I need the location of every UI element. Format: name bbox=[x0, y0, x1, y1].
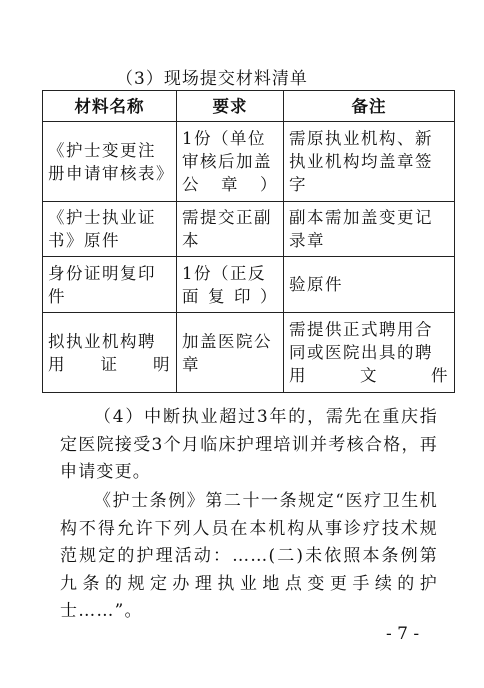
cell-material: 《护士执业证书》原件 bbox=[43, 202, 177, 257]
cell-requirement: 1份（单位审核后加盖公章） bbox=[177, 122, 284, 202]
paragraph-interruption-rule: （4）中断执业超过3年的，需先在重庆指定医院接受3个月临床护理培训并考核合格，再申请变更。 bbox=[60, 407, 438, 482]
table-row bbox=[43, 257, 455, 313]
paragraph-regulation-quote: 《护士条例》第二十一条规定“医疗卫生机构不得允许下列人员在本机构从事诊疗技术规范规定的护理活动：……(二)未依照本条例第九条的规定办理执业地点变更手续的护士……”。 bbox=[60, 491, 438, 621]
cell-remark: 需提供正式聘用合同或医院出具的聘用文件 bbox=[284, 313, 455, 393]
cell-remark: 需原执业机构、新执业机构均盖章签字 bbox=[284, 122, 455, 202]
section-title: （3）现场提交材料清单 bbox=[116, 69, 308, 89]
cell-material: 身份证明复印件 bbox=[43, 257, 177, 313]
table-row bbox=[43, 202, 455, 257]
header-remark: 备注 bbox=[284, 91, 455, 122]
table-row bbox=[43, 313, 455, 393]
cell-requirement: 需提交正副本 bbox=[177, 202, 284, 257]
table-row bbox=[43, 122, 455, 202]
header-requirement: 要求 bbox=[177, 91, 284, 122]
cell-remark: 副本需加盖变更记录章 bbox=[284, 202, 455, 257]
materials-table bbox=[42, 90, 455, 393]
cell-requirement: 1份（正反面复印） bbox=[177, 257, 284, 313]
cell-remark: 验原件 bbox=[284, 257, 455, 313]
cell-material: 拟执业机构聘用证明 bbox=[43, 313, 177, 393]
cell-requirement: 加盖医院公章 bbox=[177, 313, 284, 393]
page-number: - 7 - bbox=[386, 624, 420, 644]
header-material-name: 材料名称 bbox=[43, 91, 177, 122]
cell-material: 《护士变更注册申请审核表》 bbox=[43, 122, 177, 202]
table-header-row bbox=[43, 91, 455, 122]
